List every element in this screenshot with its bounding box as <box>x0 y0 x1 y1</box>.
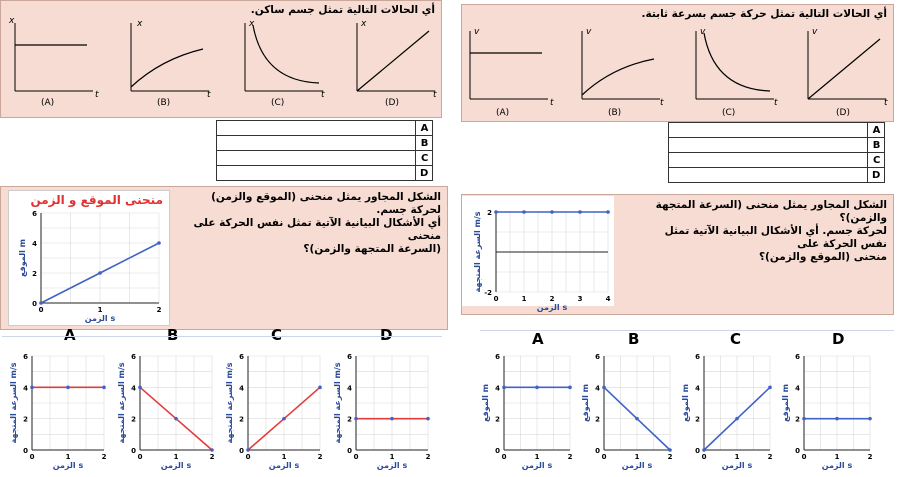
x-tick-label: 1 <box>173 453 179 461</box>
question-4-text: الشكل المجاور يمثل منحنى (السرعة المتجهة والزمن)؟ لحركة جسم. أي الأشكال البيانية الآتية تمثل نفس الحركة على منحنى (الموقع والزمن)؟ <box>655 199 887 263</box>
x-tick-label: 2 <box>567 453 573 461</box>
y-tick-label: 6 <box>495 353 500 361</box>
x-tick-label: 2 <box>549 295 555 303</box>
data-point <box>668 448 672 452</box>
svg-text:(B): (B) <box>157 98 171 108</box>
x-tick-label: 2 <box>156 306 162 314</box>
x-tick-label: 2 <box>867 453 873 461</box>
data-point <box>174 417 178 421</box>
y-tick-label: 0 <box>495 447 500 455</box>
y-axis-title: السرعة المتجهة m/s <box>9 362 18 444</box>
y-axis-title: السرعة المتجهة m/s <box>333 362 342 444</box>
question-1-sketches <box>1 1 441 117</box>
y-tick-label: 4 <box>23 384 28 393</box>
svg-text:(A): (A) <box>41 98 55 108</box>
svg-text:x: x <box>9 16 15 26</box>
answer-cell-D[interactable] <box>217 166 416 181</box>
data-point <box>318 386 322 390</box>
y-axis-title: الموقع m <box>681 384 690 422</box>
svg-text:t: t <box>321 90 325 100</box>
x-tick-label: 3 <box>577 295 583 303</box>
x-tick-label: 0 <box>493 295 499 303</box>
x-tick-label: 2 <box>317 453 323 461</box>
sketch-A <box>8 16 99 108</box>
svg-text:(A): (A) <box>496 108 510 118</box>
y-tick-label: 2 <box>347 415 352 424</box>
svg-text:(D): (D) <box>836 108 850 118</box>
data-point <box>606 210 610 214</box>
q3-option-letter-D: D <box>380 326 393 344</box>
x-tick-label: 1 <box>734 453 740 461</box>
data-point <box>210 448 214 452</box>
question-3-text: الشكل المجاور يمثل منحنى (الموقع والزمن) لحركة جسم. أي الأشكال البيانية الآتية تمثل نفس الحركة على منحنى (السرعة المتجهة والزمن)؟ <box>193 191 441 255</box>
x-tick-label: 0 <box>501 453 507 461</box>
data-point <box>702 448 706 452</box>
question-1-panel <box>0 0 442 118</box>
svg-text:(B): (B) <box>608 108 622 118</box>
y-tick-label: 2 <box>595 415 600 424</box>
x-axis-title: الزمن s <box>621 461 653 470</box>
svg-text:t: t <box>660 98 664 108</box>
y-tick-label: 4 <box>32 240 37 248</box>
data-point <box>502 386 506 390</box>
svg-text:(C): (C) <box>271 98 285 108</box>
x-tick-label: 0 <box>353 453 359 461</box>
q4-option-C-chart[interactable] <box>678 346 778 474</box>
y-tick-label: 4 <box>795 384 800 393</box>
data-point <box>282 417 286 421</box>
y-tick-label: 6 <box>131 353 136 361</box>
y-tick-label: 2 <box>495 415 500 424</box>
q4-option-letter-A: A <box>532 330 544 348</box>
y-tick-label: 0 <box>239 447 244 455</box>
data-point <box>354 417 358 421</box>
y-tick-label: 6 <box>23 353 28 361</box>
x-tick-label: 1 <box>521 295 527 303</box>
data-point <box>868 417 872 421</box>
y-tick-label: 6 <box>347 353 352 361</box>
answer-cell-C[interactable] <box>669 153 868 168</box>
y-axis-title: الموقع m <box>581 384 590 422</box>
x-tick-label: 2 <box>767 453 773 461</box>
y-tick-label: 4 <box>495 384 500 393</box>
svg-text:t: t <box>207 90 211 100</box>
q3-option-letter-C: C <box>271 326 283 344</box>
question-2-answer-table: A B C D <box>668 122 885 183</box>
data-point <box>30 386 34 390</box>
data-point <box>66 386 70 390</box>
sketch-B <box>582 27 664 118</box>
q4-option-letter-D: D <box>832 330 845 348</box>
data-point <box>635 417 639 421</box>
sketch-C <box>245 19 325 108</box>
y-tick-label: 0 <box>795 447 800 455</box>
y-tick-label: 4 <box>239 384 244 393</box>
data-point <box>102 386 106 390</box>
q3-option-A-chart[interactable] <box>2 346 110 474</box>
data-point <box>802 417 806 421</box>
x-tick-label: 2 <box>667 453 673 461</box>
q4-main-chart <box>462 196 614 312</box>
q3-option-letter-B: B <box>167 326 179 344</box>
q4-option-A-chart[interactable] <box>478 346 578 474</box>
x-axis-title: الزمن s <box>160 461 192 470</box>
answer-cell-C[interactable] <box>217 151 416 166</box>
x-tick-label: 1 <box>65 453 71 461</box>
q4-option-B-chart[interactable] <box>578 346 678 474</box>
q4-option-letter-B: B <box>628 330 640 348</box>
q3-option-letter-A: A <box>64 326 76 344</box>
data-point <box>535 386 539 390</box>
y-tick-label: 4 <box>131 384 136 393</box>
y-axis-title: الموقع m <box>781 384 790 422</box>
data-point <box>735 417 739 421</box>
x-tick-label: 0 <box>801 453 807 461</box>
x-axis-title: الزمن s <box>521 461 553 470</box>
svg-text:x: x <box>137 19 143 29</box>
y-tick-label: 6 <box>32 210 37 218</box>
y-tick-label: 0 <box>695 447 700 455</box>
y-tick-label: 2 <box>795 415 800 424</box>
svg-text:(D): (D) <box>385 98 399 108</box>
svg-text:x: x <box>249 19 255 29</box>
y-tick-label: 6 <box>595 353 600 361</box>
q3-main-chart <box>9 191 169 325</box>
x-axis-title: الزمن s <box>268 461 300 470</box>
y-tick-label: 6 <box>695 353 700 361</box>
x-tick-label: 1 <box>281 453 287 461</box>
x-tick-label: 0 <box>137 453 143 461</box>
y-tick-label: 0 <box>347 447 352 455</box>
sketch-D <box>357 19 437 108</box>
svg-text:x: x <box>361 19 367 29</box>
data-point <box>138 386 142 390</box>
x-tick-label: 1 <box>534 453 540 461</box>
data-point <box>550 210 554 214</box>
answer-cell-D[interactable] <box>669 168 868 183</box>
svg-text:t: t <box>95 90 99 100</box>
sketch-B <box>131 19 211 108</box>
x-tick-label: 0 <box>701 453 707 461</box>
y-tick-label: 2 <box>239 415 244 424</box>
y-tick-label: 2 <box>23 415 28 424</box>
q4-option-D-chart[interactable] <box>778 346 878 474</box>
y-tick-label: 2 <box>32 270 37 278</box>
sketch-D <box>808 27 888 118</box>
data-point <box>98 271 102 275</box>
data-point <box>768 386 772 390</box>
x-axis-title: الزمن s <box>52 461 84 470</box>
y-tick-label: 4 <box>695 384 700 393</box>
y-tick-label: -2 <box>484 289 492 297</box>
x-tick-label: 4 <box>605 295 611 303</box>
y-tick-label: 2 <box>131 415 136 424</box>
y-axis-title: الموقع m <box>18 239 27 277</box>
answer-cell-B[interactable] <box>669 138 868 153</box>
x-axis-title: الزمن s <box>721 461 753 470</box>
data-point <box>602 386 606 390</box>
x-tick-label: 1 <box>834 453 840 461</box>
svg-text:t: t <box>550 98 554 108</box>
svg-text:v: v <box>586 27 592 37</box>
data-point <box>568 386 572 390</box>
y-tick-label: 2 <box>695 415 700 424</box>
x-tick-label: 2 <box>101 453 107 461</box>
q4-main-chart-box <box>462 196 614 312</box>
y-axis-title: السرعة المتجهة m/s <box>473 211 482 293</box>
svg-text:t: t <box>884 98 888 108</box>
svg-text:v: v <box>812 27 818 37</box>
x-axis-title: الزمن s <box>84 314 116 323</box>
y-tick-label: 6 <box>795 353 800 361</box>
svg-text:(C): (C) <box>722 108 736 118</box>
q3-option-B-chart[interactable] <box>110 346 218 474</box>
q3-option-D-chart[interactable] <box>326 346 434 474</box>
data-point <box>522 210 526 214</box>
svg-text:v: v <box>700 27 706 37</box>
answer-cell-A[interactable] <box>217 121 416 136</box>
svg-text:v: v <box>474 27 480 37</box>
y-tick-label: 4 <box>347 384 352 393</box>
svg-text:t: t <box>774 98 778 108</box>
question-1-answer-table: A B C D <box>216 120 433 181</box>
data-point <box>835 417 839 421</box>
x-tick-label: 1 <box>389 453 395 461</box>
question-2-text: أي الحالات التالية تمثل حركة جسم بسرعة ثابتة. <box>641 8 887 20</box>
answer-cell-B[interactable] <box>217 136 416 151</box>
question-1-text: أي الحالات التالية تمثل جسم ساكن. <box>250 4 435 16</box>
q3-chart-title: منحنى الموقع و الزمن <box>30 193 163 207</box>
data-point <box>426 417 430 421</box>
y-tick-label: 4 <box>595 384 600 393</box>
y-tick-label: 0 <box>32 300 37 308</box>
x-tick-label: 0 <box>601 453 607 461</box>
x-tick-label: 0 <box>29 453 35 461</box>
data-point <box>578 210 582 214</box>
x-tick-label: 1 <box>97 306 103 314</box>
answer-cell-A[interactable] <box>669 123 868 138</box>
y-tick-label: 0 <box>23 447 28 455</box>
y-axis-title: السرعة المتجهة m/s <box>225 362 234 444</box>
q3-option-C-chart[interactable] <box>218 346 326 474</box>
y-tick-label: 0 <box>131 447 136 455</box>
x-tick-label: 2 <box>209 453 215 461</box>
y-tick-label: 2 <box>487 209 492 217</box>
data-point <box>494 210 498 214</box>
data-point <box>157 241 161 245</box>
y-axis-title: الموقع m <box>481 384 490 422</box>
question-2-panel <box>461 4 894 122</box>
x-axis-title: الزمن s <box>821 461 853 470</box>
y-axis-title: السرعة المتجهة m/s <box>117 362 126 444</box>
data-point <box>246 448 250 452</box>
question-2-sketches <box>462 5 894 121</box>
x-tick-label: 2 <box>425 453 431 461</box>
x-axis-title: الزمن s <box>376 461 408 470</box>
y-tick-label: 6 <box>239 353 244 361</box>
data-point <box>390 417 394 421</box>
data-point <box>39 301 43 305</box>
sketch-C <box>696 27 778 118</box>
y-tick-label: 0 <box>595 447 600 455</box>
q3-main-chart-box <box>8 190 170 326</box>
x-tick-label: 0 <box>245 453 251 461</box>
x-tick-label: 1 <box>634 453 640 461</box>
svg-text:t: t <box>433 90 437 100</box>
q4-option-letter-C: C <box>730 330 742 348</box>
sketch-A <box>470 27 554 118</box>
x-tick-label: 0 <box>38 306 44 314</box>
x-axis-title: الزمن s <box>536 303 568 312</box>
